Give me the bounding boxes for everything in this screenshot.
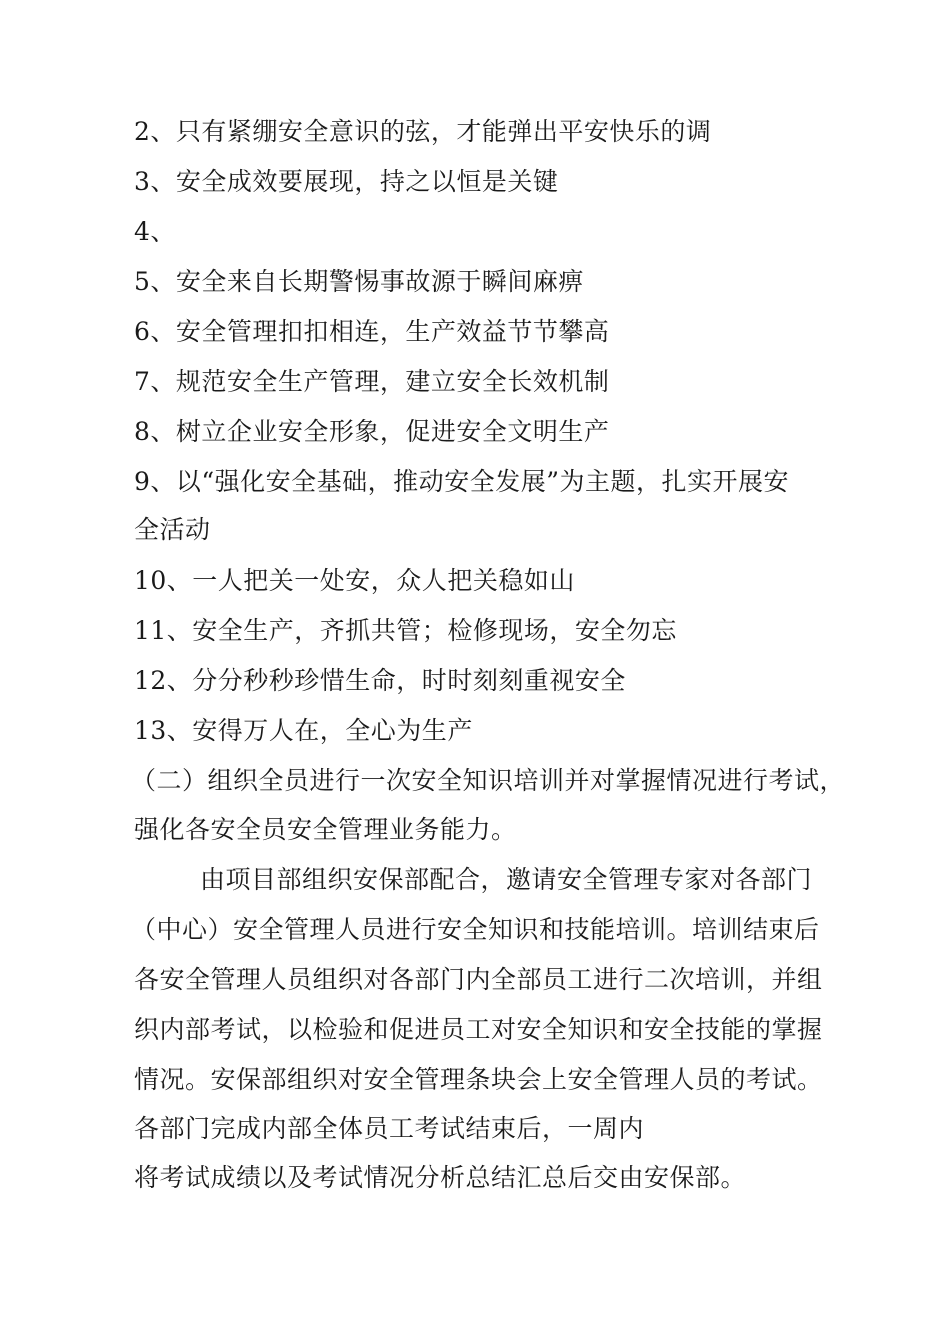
slogan-2: 2、只有紧绷安全意识的弦，才能弹出平安快乐的调 (134, 117, 712, 146)
section-2-body-line-6: 各部门完成内部全体员工考试结束后，一周内 (134, 1114, 645, 1143)
slogan-9-line-1: 9、以“强化安全基础，推动安全发展”为主题，扎实开展安 (134, 467, 789, 496)
section-2-heading-line-2: 强化各安全员安全管理业务能力。 (134, 815, 517, 844)
section-2-heading-line-1: （二）组织全员进行一次安全知识培训并对掌握情况进行考试， (131, 766, 846, 795)
slogan-5: 5、安全来自长期警惕事故源于瞬间麻痹 (134, 267, 584, 296)
slogan-7: 7、规范安全生产管理，建立安全长效机制 (134, 367, 610, 396)
section-2-body-line-5: 情况。安保部组织对安全管理条块会上安全管理人员的考试。 (134, 1065, 823, 1094)
slogan-12: 12、分分秒秒珍惜生命，时时刻刻重视安全 (134, 666, 626, 695)
section-2-body-line-4: 织内部考试，以检验和促进员工对安全知识和安全技能的掌握 (134, 1015, 823, 1044)
slogan-11: 11、安全生产，齐抓共管；检修现场，安全勿忘 (134, 616, 677, 645)
section-2-body-line-3: 各安全管理人员组织对各部门内全部员工进行二次培训，并组 (134, 965, 823, 994)
section-2-body-line-2: （中心）安全管理人员进行安全知识和技能培训。培训结束后 (131, 915, 820, 944)
slogan-6: 6、安全管理扣扣相连，生产效益节节攀高 (134, 317, 610, 346)
section-2-body-line-7: 将考试成绩以及考试情况分析总结汇总后交由安保部。 (134, 1163, 747, 1192)
section-2-body-line-1: 由项目部组织安保部配合，邀请安全管理专家对各部门 (200, 865, 813, 894)
slogan-13: 13、安得万人在，全心为生产 (134, 716, 473, 745)
slogan-3: 3、安全成效要展现，持之以恒是关键 (134, 167, 559, 196)
slogan-10: 10、一人把关一处安，众人把关稳如山 (134, 566, 575, 595)
slogan-4: 4、 (134, 217, 176, 246)
slogan-8: 8、树立企业安全形象，促进安全文明生产 (134, 417, 610, 446)
slogan-9-line-2: 全活动 (134, 515, 211, 544)
